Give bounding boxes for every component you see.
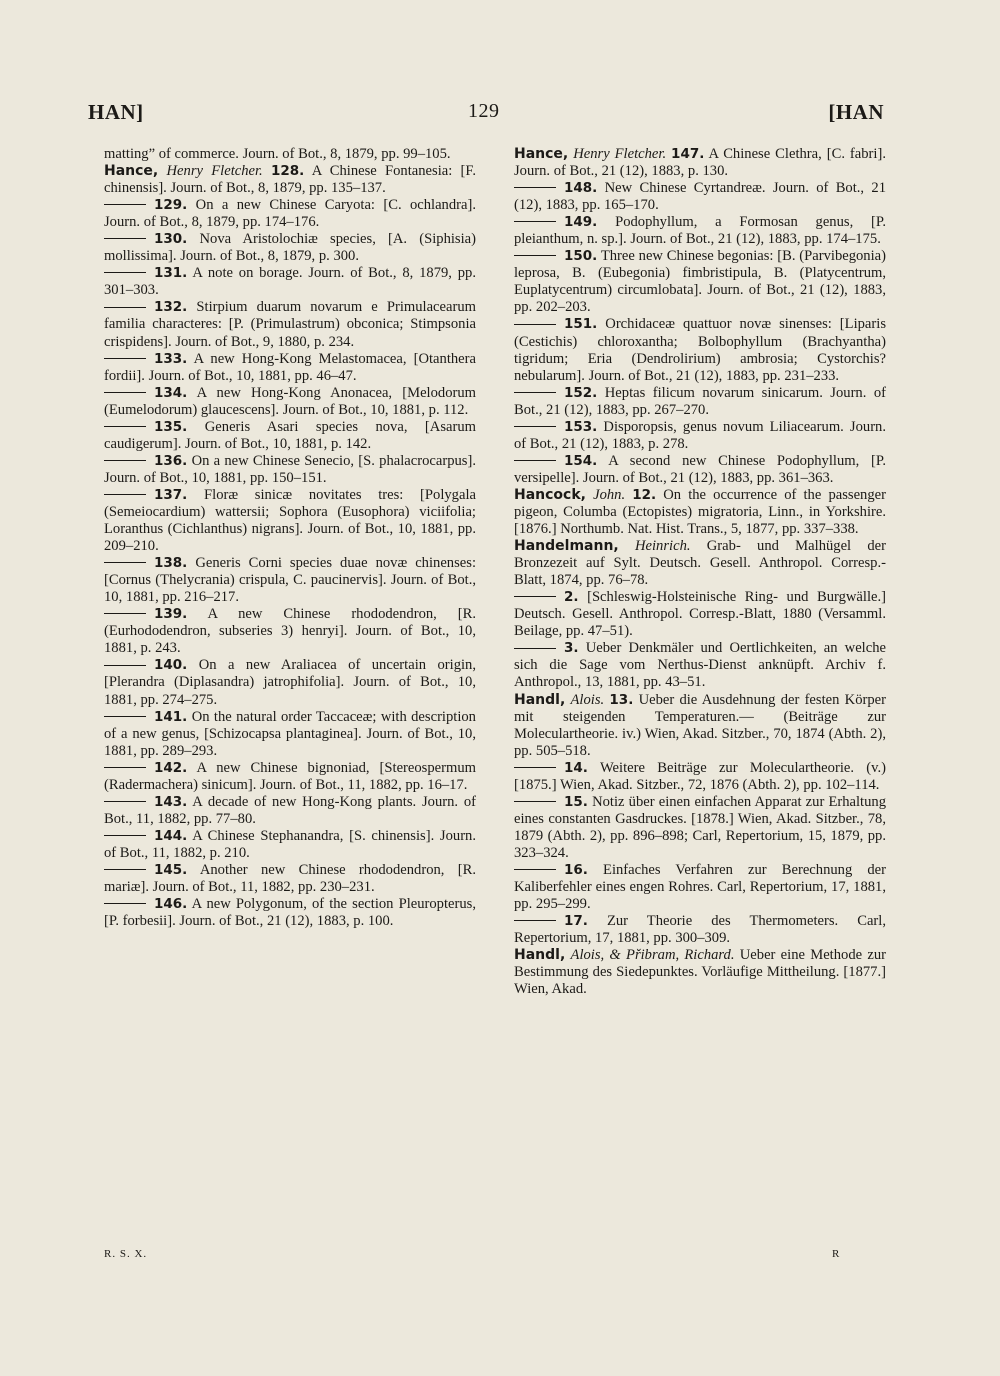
running-head-right: [HAN	[828, 100, 884, 124]
author-given-name: Alois.	[570, 691, 605, 708]
entry-number: 140.	[154, 657, 188, 674]
bibliography-entry	[514, 913, 886, 947]
entry-text: On a new Chinese Senecio, [S. phalacrocarpus]. Journ. of Bot., 10, 1881, pp. 150–151.	[104, 452, 476, 486]
bibliography-entry	[104, 265, 476, 299]
entry-number: 130.	[154, 231, 188, 248]
entry-text: Three new Chinese begonias: [B. (Parvibegonia) leprosa, B. (Eubegonia) fimbristipula, B. (Platycentrum, Euplatycentrum) circumlobata]. Journ. of Bot., 21 (12), 1883, pp. 202–203.	[514, 248, 887, 316]
bibliography-entry	[514, 760, 886, 794]
entry-text: Notiz über einen einfachen Apparat zur Erhaltung eines constanten Gasdruckes. [1878.] Wien, Akad. Sitzber., 78, 1879 (Abth. 2), pp. 896–898; Carl, Repertorium, 15, 1879, pp. 323–324.	[514, 793, 886, 861]
entry-number: 13.	[609, 691, 634, 708]
author-surname: Handl,	[514, 691, 566, 708]
page-header	[88, 100, 884, 136]
gathering-mark: R	[832, 1248, 841, 1260]
entry-text: A Chinese Fontanesia: [F. chinensis]. Journ. of Bot., 8, 1879, pp. 135–137.	[104, 163, 477, 197]
entry-text: Another new Chinese rhododendron, [R. mariæ]. Journ. of Bot., 11, 1882, pp. 230–231.	[104, 861, 476, 896]
bibliography-entry	[104, 487, 476, 555]
entry-number: 152.	[564, 384, 598, 401]
author-surname: Hancock,	[514, 486, 586, 503]
author-surname: Handl,	[514, 947, 566, 964]
bibliography-entry	[104, 896, 476, 930]
ditto-rule	[514, 801, 556, 802]
bibliography-entry	[104, 555, 476, 606]
bibliography-entry	[104, 231, 476, 265]
entry-text: A Chinese Stephanandra, [S. chinensis]. Journ. of Bot., 11, 1882, p. 210.	[104, 827, 477, 861]
ditto-rule	[104, 307, 146, 308]
ditto-rule	[514, 426, 556, 427]
entry-number: 12.	[632, 486, 657, 503]
ditto-rule	[514, 392, 556, 393]
entry-text: Heptas filicum novarum sinicarum. Journ. of Bot., 21 (12), 1883, pp. 267–270.	[514, 384, 886, 418]
entry-number: 144.	[154, 827, 188, 844]
bibliography-entry	[514, 419, 886, 453]
bibliography-entry	[104, 351, 476, 385]
entry-text: Generis Asari species nova, [Asarum caudigerum]. Journ. of Bot., 10, 1881, p. 142.	[104, 418, 476, 452]
ditto-rule	[104, 801, 146, 802]
entry-text: A new Hong-Kong Melastomacea, [Otanthera fordii]. Journ. of Bot., 10, 1881, pp. 46–47.	[104, 350, 476, 384]
entry-text: A note on borage. Journ. of Bot., 8, 1879, pp. 301–303.	[104, 265, 476, 299]
ditto-rule	[104, 494, 146, 495]
entry-text: Einfaches Verfahren zur Berechnung der Kaliberfehler eines engen Rohres. Carl, Repertorium, 17, 1881, pp. 295–299.	[514, 861, 887, 913]
entry-number: 134.	[154, 384, 188, 401]
ditto-rule	[514, 648, 556, 649]
right-column	[514, 146, 886, 998]
ditto-rule	[104, 392, 146, 393]
ditto-rule	[104, 460, 146, 461]
signature-mark: R. S. X.	[104, 1248, 148, 1260]
bibliography-entry	[104, 146, 476, 163]
entry-text: Disporopsis, genus novum Liliacearum. Journ. of Bot., 21 (12), 1883, p. 278.	[514, 418, 886, 452]
entry-text: Ueber eine Methode zur Bestimmung des Siedepunktes. Vorläufige Mittheilung. [1877.] Wien, Akad.	[514, 947, 886, 998]
entry-text: Zur Theorie des Thermometers. Carl, Repertorium, 17, 1881, pp. 300–309.	[514, 913, 886, 947]
bibliography-entry	[104, 385, 476, 419]
entry-number: 141.	[154, 708, 188, 725]
entry-number: 135.	[154, 418, 188, 435]
entry-number: 150.	[564, 248, 598, 265]
entry-text: Ueber Denkmäler und Oertlichkeiten, an welche sich die Sage vom Nerthus-Dienst anknüpft. Archiv f. Anthropol., 13, 1881, pp. 43–51.	[514, 640, 886, 691]
ditto-rule	[514, 187, 556, 188]
entry-text: Weitere Beiträge zur Moleculartheorie. (v.) [1875.] Wien, Akad. Sitzber., 72, 1876 (Abth. 2), pp. 102–114.	[514, 759, 886, 793]
entry-text: Stirpium duarum novarum e Primulacearum familia characteres: [P. (Primulastrum) obconica; Stimpsonia crispidens]. Journ. of Bot., 9, 1880, p. 234.	[104, 299, 476, 350]
author-given-name: Alois, & Přibram, Richard.	[570, 947, 735, 964]
bibliography-entry	[514, 180, 886, 214]
entry-text: Ueber die Ausdehnung der festen Körper mit steigenden Temperaturen.— (Beiträge zur Moleculartheorie. iv.) Wien, Akad. Sitzber., 70, 1874 (Abth. 2), pp. 505–518.	[514, 691, 886, 759]
bibliography-entry	[514, 692, 886, 760]
entry-number: 145.	[154, 861, 188, 878]
ditto-rule	[514, 920, 556, 921]
ditto-rule	[104, 272, 146, 273]
entry-number: 17.	[564, 913, 588, 930]
entry-text: A new Chinese bignoniad, [Stereospermum (Radermachera) sinicum]. Journ. of Bot., 11, 1882, pp. 16–17.	[104, 759, 476, 793]
author-surname: Handelmann,	[514, 538, 619, 555]
ditto-rule	[104, 869, 146, 870]
entry-number: 129.	[154, 197, 188, 214]
ditto-rule	[104, 903, 146, 904]
entry-text: [Schleswig-Holsteinische Ring- und Burgwälle.] Deutsch. Gesell. Anthropol. Corresp.-Blatt, 1880 (Versamml. Beilage, pp. 47–51).	[514, 589, 887, 640]
bibliography-entry	[514, 487, 886, 538]
ditto-rule	[104, 358, 146, 359]
bibliography-entry	[104, 794, 476, 828]
author-surname: Hance,	[514, 146, 569, 162]
entry-text: Nova Aristolochiæ species, [A. (Siphisia) mollissima]. Journ. of Bot., 8, 1879, p. 300.	[104, 231, 476, 265]
ditto-rule	[104, 767, 146, 768]
author-given-name: John.	[593, 486, 626, 503]
entry-text: Floræ sinicæ novitates tres: [Polygala (Semeiocardium) wattersii; Sophora (Eusophora) viciifolia; Loranthus (Cichlanthus) nigrans]. Journ. of Bot., 10, 1881, pp. 209–210.	[104, 486, 476, 555]
author-given-name: Henry Fletcher.	[573, 146, 667, 162]
entry-text: On a new Chinese Caryota: [C. ochlandra]. Journ. of Bot., 8, 1879, pp. 174–176.	[104, 197, 476, 231]
entry-number: 16.	[564, 861, 588, 878]
bibliography-entry	[104, 197, 476, 231]
entry-number: 15.	[564, 793, 588, 810]
bibliography-entry	[514, 862, 886, 913]
bibliography-entry	[104, 828, 476, 862]
bibliography-entry	[104, 862, 476, 896]
entry-text: matting” of commerce. Journ. of Bot., 8, 1879, pp. 99–105.	[104, 146, 451, 162]
entry-text: On the natural order Taccaceæ; with description of a new genus, [Schizocapsa plantaginea]. Journ. of Bot., 10, 1881, pp. 289–293.	[104, 708, 476, 759]
bibliography-entry	[514, 146, 886, 180]
entry-number: 148.	[564, 180, 598, 197]
entry-number: 14.	[564, 759, 588, 776]
bibliography-entry	[514, 538, 886, 589]
bibliography-entry	[514, 316, 886, 384]
running-head-left: HAN]	[88, 100, 144, 124]
page-number: 129	[468, 100, 500, 122]
bibliography-entry	[514, 794, 886, 862]
ditto-rule	[104, 238, 146, 239]
ditto-rule	[514, 767, 556, 768]
page-footer	[0, 1248, 1000, 1268]
bibliography-entry	[514, 248, 886, 316]
entry-text: Podophyllum, a Formosan genus, [P. pleianthum, n. sp.]. Journ. of Bot., 21 (12), 1883, pp. 174–175.	[514, 214, 886, 248]
ditto-rule	[514, 869, 556, 870]
ditto-rule	[104, 665, 146, 666]
entry-text: A new Hong-Kong Anonacea, [Melodorum (Eumelodorum) glaucescens]. Journ. of Bot., 10, 1881, p. 112.	[104, 384, 477, 418]
ditto-rule	[514, 221, 556, 222]
ditto-rule	[514, 596, 556, 597]
entry-number: 142.	[154, 759, 188, 776]
entry-number: 149.	[564, 214, 598, 231]
entry-number: 147.	[671, 146, 705, 162]
entry-number: 138.	[154, 555, 188, 572]
bibliography-entry	[104, 419, 476, 453]
entry-text: New Chinese Cyrtandreæ. Journ. of Bot., 21 (12), 1883, pp. 165–170.	[514, 180, 886, 214]
entry-number: 143.	[154, 793, 188, 810]
author-given-name: Heinrich.	[634, 538, 691, 555]
left-column	[104, 146, 476, 930]
bibliography-entry	[104, 606, 476, 657]
author-surname: Hance,	[104, 163, 159, 180]
bibliography-entry	[514, 640, 886, 691]
entry-text: Generis Corni species duae novæ chinenses: [Cornus (Thelycrania) crispula, C. paucinervis]. Journ. of Bot., 10, 1881, pp. 216–217.	[104, 555, 476, 606]
entry-number: 139.	[154, 606, 188, 623]
ditto-rule	[104, 562, 146, 563]
ditto-rule	[104, 204, 146, 205]
entry-text: A Chinese Clethra, [C. fabri]. Journ. of Bot., 21 (12), 1883, p. 130.	[514, 146, 886, 180]
bibliography-entry	[104, 163, 476, 197]
bibliography-entry	[514, 385, 886, 419]
bibliography-entry	[514, 453, 886, 487]
entry-text: A new Polygonum, of the section Pleuropterus, [P. forbesii]. Journ. of Bot., 21 (12), 1883, p. 100.	[104, 896, 476, 930]
entry-number: 137.	[154, 486, 188, 503]
entry-text: On the occurrence of the passenger pigeon, Columba (Ectopistes) migratoria, Linn., in Yorkshire. [1876.] Northumb. Nat. Hist. Trans., 5, 1877, pp. 337–338.	[514, 486, 886, 538]
entry-text: Grab- und Malhügel der Bronzezeit auf Sylt. Deutsch. Gesell. Anthropol. Corresp.-Blatt, 1874, pp. 76–78.	[514, 538, 886, 589]
entry-number: 146.	[154, 896, 188, 913]
entry-number: 2.	[564, 589, 579, 606]
entry-number: 136.	[154, 452, 188, 469]
bibliography-entry	[514, 589, 886, 640]
ditto-rule	[104, 835, 146, 836]
entry-text: A second new Chinese Podophyllum, [P. versipelle]. Journ. of Bot., 21 (12), 1883, pp. 361–363.	[514, 452, 887, 486]
entry-number: 132.	[154, 299, 188, 316]
bibliography-entry	[514, 214, 886, 248]
entry-text: On a new Araliacea of uncertain origin, [Plerandra (Diplasandra) jatrophifolia]. Journ. of Bot., 10, 1881, pp. 274–275.	[104, 657, 476, 708]
entry-number: 128.	[270, 163, 305, 180]
ditto-rule	[104, 426, 146, 427]
ditto-rule	[104, 613, 146, 614]
bibliography-entry	[514, 947, 886, 998]
entry-number: 154.	[564, 452, 598, 469]
bibliography-entry	[104, 709, 476, 760]
bibliography-entry	[104, 299, 476, 350]
ditto-rule	[514, 460, 556, 461]
ditto-rule	[514, 255, 556, 256]
author-given-name: Henry Fletcher.	[166, 163, 263, 180]
bibliography-entry	[104, 453, 476, 487]
entry-number: 131.	[154, 265, 188, 282]
entry-number: 153.	[564, 418, 598, 435]
entry-number: 151.	[564, 316, 598, 333]
entry-number: 3.	[564, 640, 579, 657]
entry-number: 133.	[154, 350, 188, 367]
bibliography-entry	[104, 657, 476, 708]
ditto-rule	[104, 716, 146, 717]
entry-text: Orchidaceæ quattuor novæ sinenses: [Liparis (Cestichis) chloroxantha; Bolbophyllum (Brachyantha) tigridum; Eria (Dendrolirium) ambrosia; Cystorchis? nebularum]. Journ. of Bot., 21 (12), 1883, pp. 231–233.	[514, 316, 886, 384]
bibliography-entry	[104, 760, 476, 794]
ditto-rule	[514, 324, 556, 325]
entry-text: A decade of new Hong-Kong plants. Journ. of Bot., 11, 1882, pp. 77–80.	[104, 793, 476, 827]
entry-text: A new Chinese rhododendron, [R. (Eurhododendron, subseries 3) henryi]. Journ. of Bot., 10, 1881, p. 243.	[104, 606, 477, 657]
